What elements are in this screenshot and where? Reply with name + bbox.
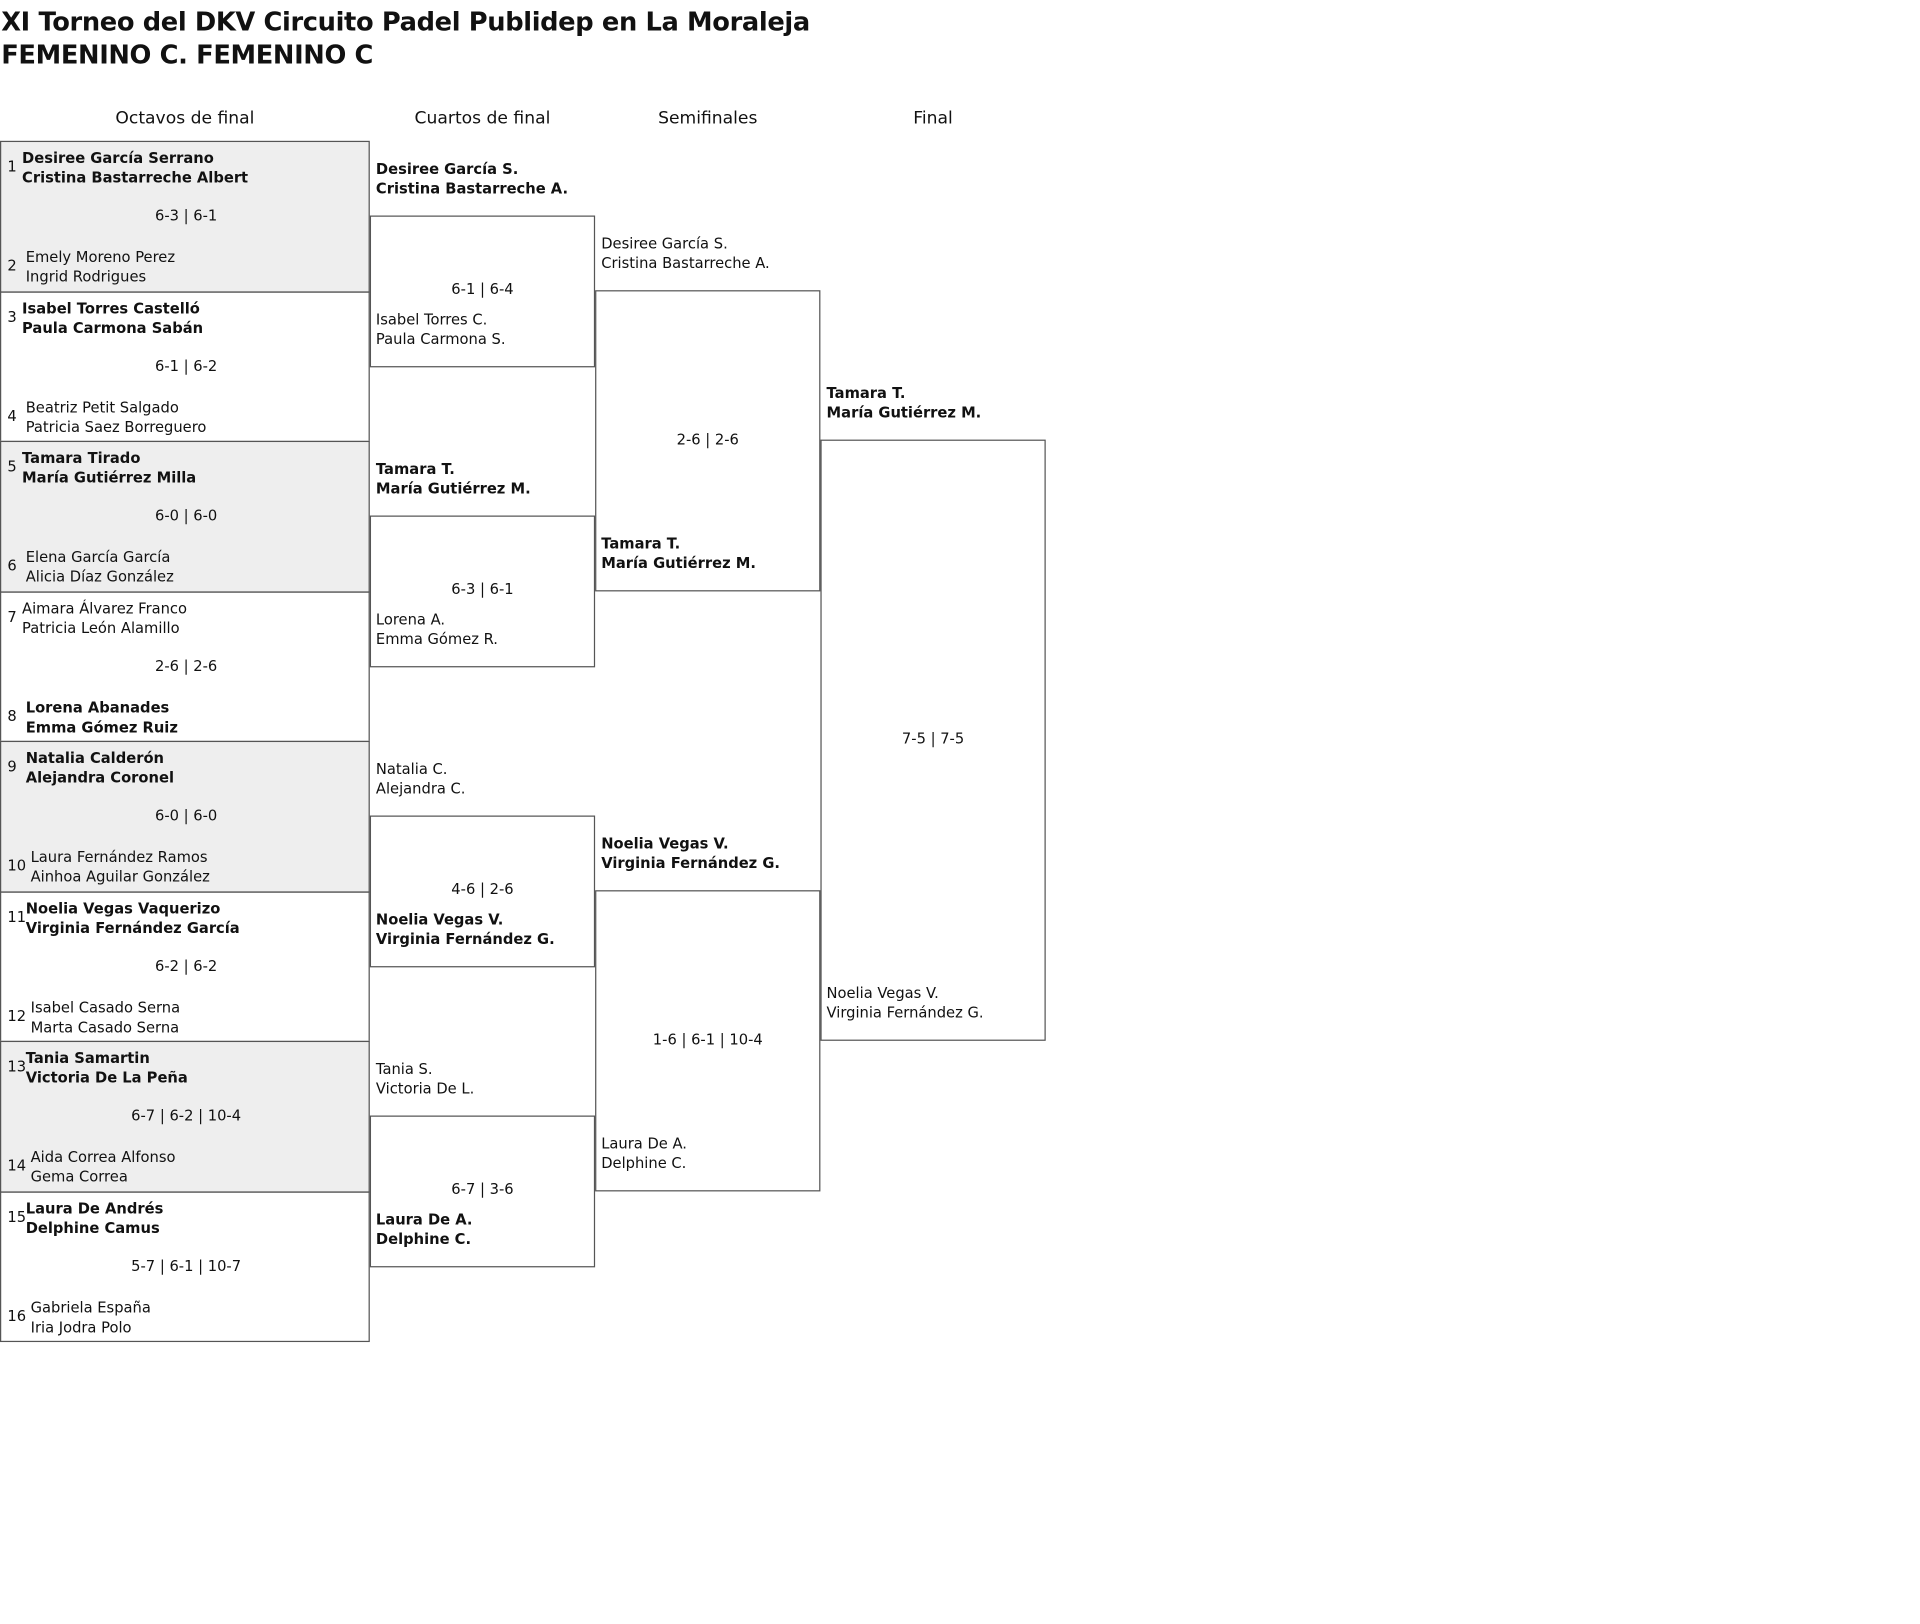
seed-number: 5 [7, 457, 17, 476]
team-top-player-1: Isabel Torres Castelló [22, 299, 200, 317]
cuartos-team-top [376, 459, 531, 498]
semis-team-bottom-player-2: María Gutiérrez M. [601, 554, 756, 572]
team-top-player-2: Cristina Bastarreche Albert [22, 168, 249, 187]
team-bottom-player-2: Marta Casado Serna [30, 1018, 180, 1036]
semis-team-top-player-1: Desiree García S. [601, 235, 728, 253]
cuartos-team-bottom-player-1: Isabel Torres C. [375, 310, 488, 328]
seed-number: 11 [7, 907, 27, 926]
tournament-title: XI Torneo del DKV Circuito Padel Publidep en La Moraleja [1, 7, 810, 37]
category-subtitle: FEMENINO C. FEMENINO C [1, 40, 374, 70]
team-bottom [31, 1147, 176, 1186]
seed-number: 6 [7, 557, 17, 575]
round-header-octavos: Octavos de final [115, 108, 255, 129]
cuartos-score: 6-3 | 6-1 [451, 580, 514, 598]
cuartos-team-top [376, 159, 568, 198]
team-bottom [26, 547, 174, 586]
team-bottom-player-1: Laura Fernández Ramos [30, 848, 208, 866]
team-top-player-1: Tania Samartin [25, 1049, 150, 1067]
team-top-player-1: Noelia Vegas Vaquerizo [25, 899, 221, 917]
semis-team-top-player-2: Virginia Fernández G. [601, 854, 781, 872]
team-top-player-2: Victoria De La Peña [25, 1068, 188, 1087]
cuartos-team-top-player-2: María Gutiérrez M. [375, 480, 531, 498]
match-score: 5-7 | 6-1 | 10-7 [131, 1256, 242, 1275]
seed-number: 14 [7, 1157, 27, 1175]
final-team-bottom [827, 983, 984, 1022]
final-team-bottom-player-2: Virginia Fernández G. [826, 1004, 984, 1022]
semis-team-top-player-2: Cristina Bastarreche A. [601, 254, 770, 272]
octavos-match [0, 291, 370, 442]
team-bottom-player-2: Emma Gómez Ruiz [25, 718, 178, 736]
seed-number: 1 [7, 157, 17, 176]
seed-number: 9 [7, 757, 17, 776]
team-bottom [31, 997, 181, 1036]
team-bottom [26, 247, 175, 286]
seed-number: 4 [7, 407, 17, 425]
match-score: 6-7 | 6-2 | 10-4 [131, 1106, 242, 1125]
cuartos-team-top-player-1: Desiree García S. [375, 160, 519, 178]
seed-number: 7 [7, 607, 17, 626]
team-top [22, 448, 196, 487]
team-top [26, 1198, 164, 1237]
cuartos-score: 6-1 | 6-4 [451, 280, 514, 298]
semis-team-top [601, 834, 780, 873]
seed-number: 2 [7, 257, 17, 275]
cuartos-team-bottom-player-2: Virginia Fernández G. [375, 930, 555, 948]
team-top-player-1: Desiree García Serrano [22, 149, 214, 167]
octavos-match [0, 591, 370, 742]
cuartos-team-top-player-1: Natalia C. [375, 760, 448, 778]
match-score: 6-1 | 6-2 [154, 356, 218, 375]
cuartos-team-bottom-player-2: Paula Carmona S. [375, 330, 506, 348]
team-top [26, 1048, 188, 1087]
seed-number: 3 [7, 307, 17, 326]
match-score: 2-6 | 2-6 [154, 656, 218, 675]
seed-number: 16 [7, 1307, 27, 1325]
team-top-player-1: Tamara Tirado [22, 449, 141, 467]
octavos-match [0, 891, 370, 1042]
round-header-cuartos: Cuartos de final [414, 108, 551, 129]
team-bottom-player-2: Ingrid Rodrigues [25, 268, 147, 286]
match-score: 6-0 | 6-0 [154, 806, 218, 825]
cuartos-team-top-player-1: Tania S. [375, 1060, 433, 1078]
cuartos-team-bottom [376, 1209, 473, 1248]
cuartos-team-top-player-2: Cristina Bastarreche A. [375, 180, 569, 198]
team-top-player-2: María Gutiérrez Milla [22, 468, 197, 487]
match-score: 6-2 | 6-2 [154, 956, 218, 975]
team-bottom-player-1: Gabriela España [30, 1298, 151, 1316]
team-top-player-2: Paula Carmona Sabán [22, 318, 204, 337]
team-bottom [31, 847, 210, 886]
team-top [22, 148, 248, 187]
team-top-player-1: Aimara Álvarez Franco [22, 599, 188, 617]
team-bottom-player-1: Elena García García [25, 548, 171, 566]
octavos-match [0, 1191, 370, 1342]
cuartos-score: 4-6 | 2-6 [451, 880, 514, 898]
match-score: 6-0 | 6-0 [154, 506, 218, 525]
seed-number: 15 [7, 1207, 27, 1226]
cuartos-score: 6-7 | 3-6 [451, 1180, 514, 1198]
team-bottom-player-2: Alicia Díaz González [25, 568, 174, 586]
octavos-match [0, 441, 370, 592]
team-top [22, 598, 187, 637]
cuartos-team-bottom-player-2: Emma Gómez R. [375, 630, 498, 648]
team-top-player-2: Delphine Camus [25, 1218, 160, 1237]
team-bottom [31, 1297, 151, 1336]
cuartos-team-top-player-1: Tamara T. [375, 460, 455, 478]
cuartos-team-bottom [376, 909, 555, 948]
team-top [22, 298, 203, 337]
team-top-player-1: Natalia Calderón [25, 749, 165, 767]
seed-number: 12 [7, 1007, 27, 1025]
team-bottom-player-2: Gema Correa [30, 1168, 128, 1186]
cuartos-team-bottom [376, 309, 506, 348]
team-bottom [26, 397, 207, 436]
cuartos-team-bottom-player-2: Delphine C. [375, 1230, 472, 1248]
cuartos-team-top-player-2: Alejandra C. [375, 780, 466, 798]
semis-team-bottom [601, 534, 756, 573]
team-bottom-player-1: Emely Moreno Perez [25, 248, 176, 266]
semis-team-bottom-player-1: Tamara T. [601, 535, 681, 553]
team-bottom-player-1: Isabel Casado Serna [30, 998, 181, 1016]
team-bottom-player-2: Iria Jodra Polo [30, 1318, 132, 1336]
cuartos-team-bottom [376, 609, 498, 648]
cuartos-team-bottom-player-1: Lorena A. [375, 610, 446, 628]
semis-team-bottom-player-1: Laura De A. [601, 1135, 687, 1153]
semis-team-bottom [601, 1134, 687, 1173]
cuartos-team-top [376, 759, 466, 798]
team-top-player-2: Virginia Fernández García [25, 918, 240, 937]
final-team-top-player-2: María Gutiérrez M. [826, 404, 982, 422]
team-top-player-2: Patricia León Alamillo [22, 618, 180, 637]
seed-number: 13 [7, 1057, 27, 1076]
final-team-bottom-player-1: Noelia Vegas V. [826, 984, 939, 1002]
octavos-match [0, 741, 370, 892]
final-team-top-player-1: Tamara T. [826, 384, 906, 402]
cuartos-team-bottom-player-1: Noelia Vegas V. [375, 910, 504, 928]
team-bottom-player-2: Ainhoa Aguilar González [30, 868, 210, 886]
team-bottom-player-1: Lorena Abanades [25, 698, 170, 716]
octavos-match [0, 141, 370, 292]
semis-score: 2-6 | 2-6 [676, 430, 739, 448]
team-top [26, 898, 240, 937]
semis-team-top [601, 234, 770, 273]
semis-team-bottom-player-2: Delphine C. [601, 1154, 687, 1172]
seed-number: 8 [7, 707, 17, 725]
round-header-semifinales: Semifinales [658, 108, 758, 129]
team-bottom-player-2: Patricia Saez Borreguero [25, 418, 207, 436]
team-top [26, 748, 174, 787]
cuartos-team-top [376, 1059, 474, 1098]
team-bottom [26, 697, 178, 736]
team-top-player-1: Laura De Andrés [25, 1199, 164, 1217]
final-team-top [827, 383, 982, 422]
team-top-player-2: Alejandra Coronel [25, 768, 174, 787]
round-header-final: Final [913, 108, 953, 129]
octavos-match [0, 1041, 370, 1192]
cuartos-team-top-player-2: Victoria De L. [375, 1080, 475, 1098]
team-bottom-player-1: Aida Correa Alfonso [30, 1148, 176, 1166]
match-score: 6-3 | 6-1 [154, 206, 218, 225]
seed-number: 10 [7, 857, 27, 875]
cuartos-team-bottom-player-1: Laura De A. [375, 1210, 473, 1228]
final-score: 7-5 | 7-5 [901, 729, 965, 747]
team-bottom-player-1: Beatriz Petit Salgado [25, 398, 179, 416]
semis-score: 1-6 | 6-1 | 10-4 [652, 1030, 763, 1048]
semis-team-top-player-1: Noelia Vegas V. [601, 835, 729, 853]
